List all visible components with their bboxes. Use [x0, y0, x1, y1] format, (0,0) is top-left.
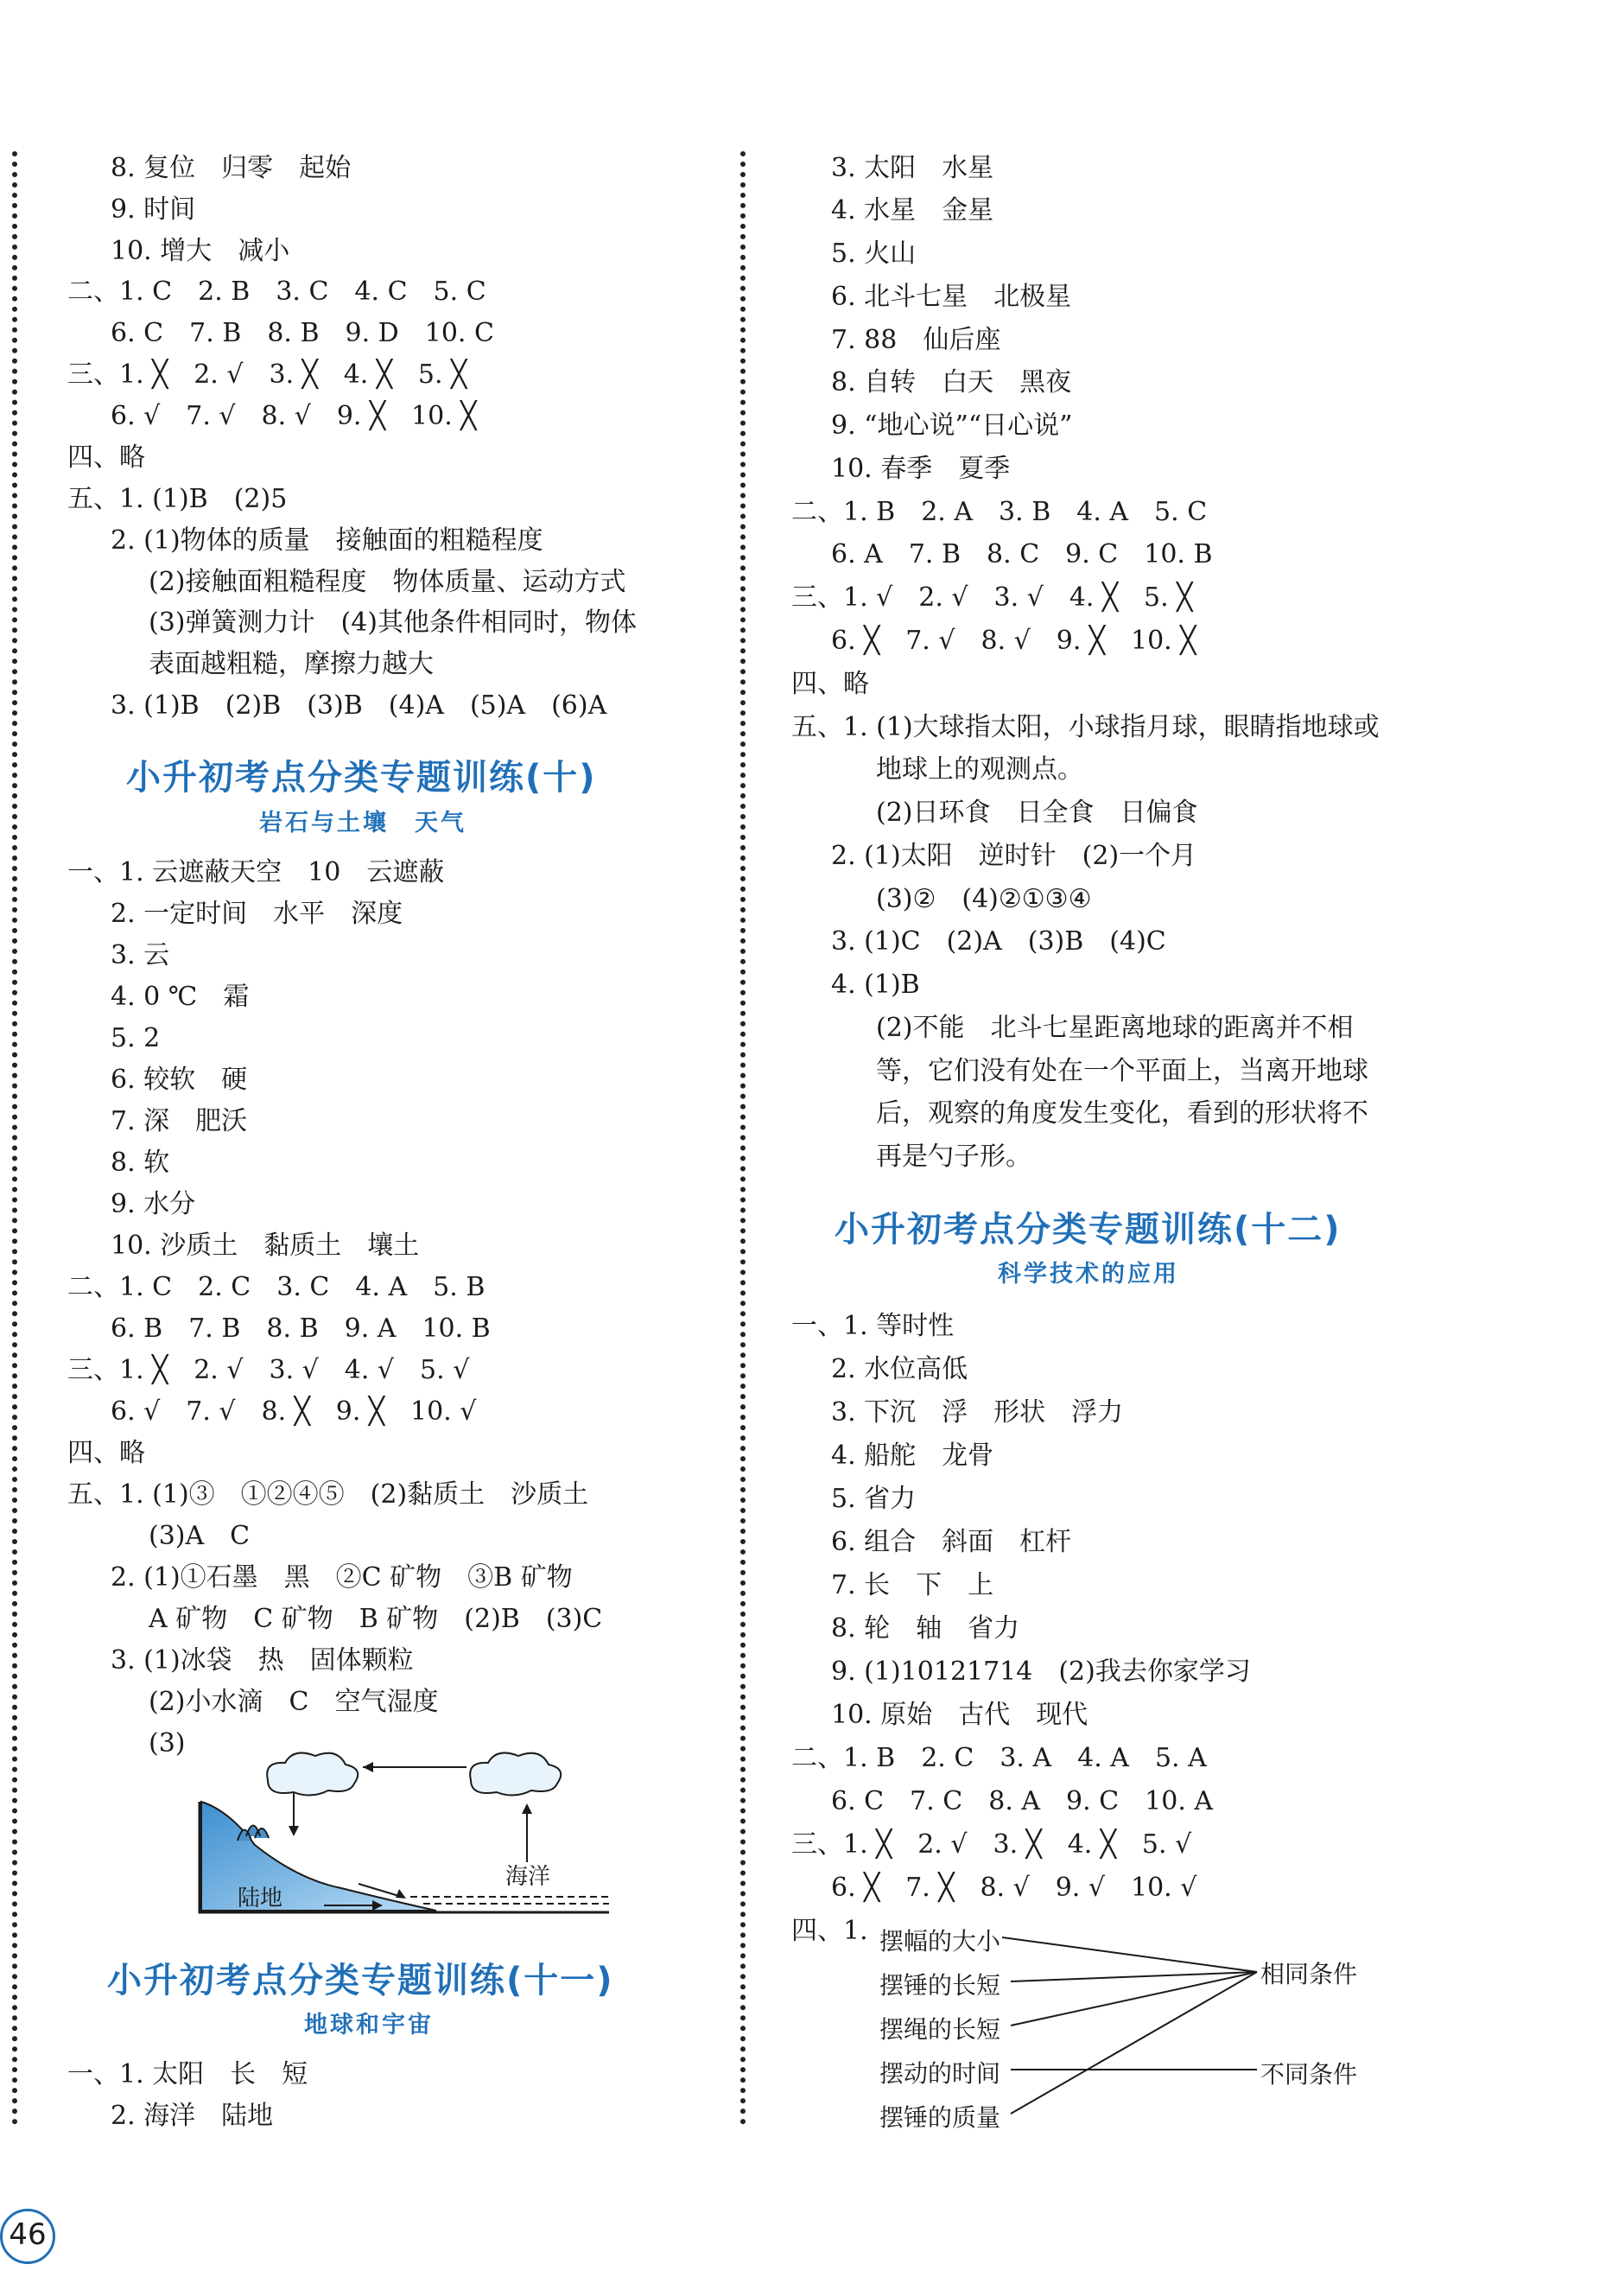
answer-line: 四、略 — [67, 442, 145, 473]
answer-line: 2. 海洋 陆地 — [111, 2101, 274, 2131]
answer-line: 三、1. ╳ 2. √ 3. ╳ 4. ╳ 5. √ — [791, 1829, 1192, 1860]
answer-line: 6. √ 7. √ 8. ╳ 9. ╳ 10. √ — [111, 1396, 477, 1427]
answer-line: 9. (1)10121714 (2)我去你家学习 — [831, 1657, 1251, 1687]
answer-line: 10. 沙质土 黏质土 壤土 — [111, 1231, 420, 1261]
diagram-sea-label: 海洋 — [505, 1864, 551, 1890]
answer-line: 后，观察的角度发生变化，看到的形状将不 — [876, 1098, 1368, 1129]
section-subtitle: 岩石与土壤 天气 — [259, 810, 466, 836]
answer-line: 4. 水星 金星 — [831, 195, 994, 226]
answer-line: 二、1. B 2. C 3. A 4. A 5. A — [791, 1743, 1207, 1773]
answer-line: 一、1. 太阳 长 短 — [67, 2059, 308, 2089]
answer-line: 2. 一定时间 水平 深度 — [111, 899, 403, 929]
section-subtitle: 地球和宇宙 — [304, 2012, 434, 2038]
answer-line: 3. (1)冰袋 热 固体颗粒 — [111, 1645, 414, 1676]
answer-line: 2. (1)太阳 逆时针 (2)一个月 — [831, 841, 1197, 871]
answer-line: 2. (1)①石墨 黑 ②C 矿物 ③B 矿物 — [111, 1562, 573, 1593]
answer-line: 10. 春季 夏季 — [831, 454, 1011, 484]
answer-line: A 矿物 C 矿物 B 矿物 (2)B (3)C — [149, 1604, 603, 1634]
answer-line: 3. (1)C (2)A (3)B (4)C — [831, 926, 1166, 957]
center-dotted-divider — [740, 151, 746, 2126]
answer-line: 6. ╳ 7. ╳ 8. √ 9. √ 10. √ — [831, 1873, 1197, 1903]
answer-line: 8. 软 — [111, 1148, 170, 1178]
answer-line: (2)小水滴 C 空气湿度 — [149, 1687, 439, 1717]
answer-line: 8. 自转 白天 黑夜 — [831, 367, 1072, 398]
answer-line: 3. 太阳 水星 — [831, 153, 994, 183]
same-condition-label: 相同条件 — [1260, 1960, 1358, 1988]
answer-line: 3. 云 — [111, 940, 170, 970]
answer-line: 6. ╳ 7. √ 8. √ 9. ╳ 10. ╳ — [831, 626, 1196, 656]
pendulum-item: 摆幅的大小 — [879, 1927, 1001, 1956]
answer-line: 7. 88 仙后座 — [831, 325, 1001, 355]
diagram-land-label: 陆地 — [238, 1886, 283, 1911]
answer-line: 三、1. √ 2. √ 3. √ 4. ╳ 5. ╳ — [791, 582, 1193, 613]
answer-line: 5. 省力 — [831, 1484, 917, 1514]
answer-line: 四、略 — [791, 669, 869, 699]
answer-line: 6. 北斗七星 北极星 — [831, 282, 1072, 312]
answer-line: 一、1. 等时性 — [791, 1311, 955, 1341]
answer-line: 10. 增大 减小 — [111, 236, 290, 266]
pendulum-item: 摆绳的长短 — [879, 2015, 1001, 2044]
answer-line: 6. C 7. B 8. B 9. D 10. C — [111, 318, 494, 348]
answer-line: 三、1. ╳ 2. √ 3. √ 4. √ 5. √ — [67, 1355, 470, 1385]
answer-line: 再是勺子形。 — [876, 1142, 1031, 1172]
answer-line: 9. 水分 — [111, 1189, 196, 1219]
answer-line: (3)弹簧测力计 (4)其他条件相同时，物体 — [149, 607, 637, 638]
answer-line: 五、1. (1)B (2)5 — [67, 484, 288, 514]
answer-line: 9. 时间 — [111, 194, 196, 225]
answer-line: (2)不能 北斗七星距离地球的距离并不相 — [876, 1013, 1354, 1043]
answer-line: (2)日环食 日全食 日偏食 — [876, 798, 1198, 828]
answer-line: 五、1. (1)大球指太阳，小球指月球，眼睛指地球或 — [791, 712, 1380, 742]
answer-line: 5. 火山 — [831, 239, 917, 269]
answer-line: 6. B 7. B 8. B 9. A 10. B — [111, 1313, 491, 1344]
answer-line: 地球上的观测点。 — [876, 754, 1083, 785]
answer-line: 7. 长 下 上 — [831, 1570, 994, 1600]
answer-line: 6. C 7. C 8. A 9. C 10. A — [831, 1786, 1214, 1816]
answer-line: 3. (1)B (2)B (3)B (4)A (5)A (6)A — [111, 690, 607, 721]
answer-line: 7. 深 肥沃 — [111, 1106, 248, 1136]
answer-line: 一、1. 云遮蔽天空 10 云遮蔽 — [67, 857, 445, 887]
matching-lines — [1002, 1918, 1261, 2143]
answer-line: 10. 原始 古代 现代 — [831, 1700, 1088, 1730]
answer-line: 4. 0 ℃ 霜 — [111, 982, 250, 1012]
answer-line: 3. 下沉 浮 形状 浮力 — [831, 1397, 1124, 1428]
answer-line: 9. “地心说”“日心说” — [831, 410, 1073, 441]
answer-line: 2. 水位高低 — [831, 1354, 968, 1384]
answer-line: (3)② (4)②①③④ — [876, 884, 1092, 914]
answer-line: 8. 轮 轴 省力 — [831, 1613, 1020, 1644]
answer-line: 6. √ 7. √ 8. √ 9. ╳ 10. ╳ — [111, 401, 477, 431]
answer-line: 6. 较软 硬 — [111, 1065, 248, 1095]
page-number: 46 — [9, 2217, 47, 2252]
water-cycle-diagram — [194, 1741, 626, 1923]
answer-line: 6. A 7. B 8. C 9. C 10. B — [831, 539, 1213, 569]
different-condition-label: 不同条件 — [1260, 2060, 1358, 2089]
answer-line: 五、1. (1)③ ①②④⑤ (2)黏质土 沙质土 — [67, 1479, 589, 1510]
answer-line: (3)A C — [149, 1521, 251, 1551]
section-subtitle: 科学技术的应用 — [998, 1261, 1179, 1288]
answer-line: 二、1. B 2. A 3. B 4. A 5. C — [791, 497, 1208, 527]
answer-line: 四、略 — [67, 1438, 145, 1468]
answer-line: (2)接触面粗糙程度 物体质量、运动方式 — [149, 567, 626, 597]
q4-prefix: 四、1. — [791, 1916, 868, 1946]
answer-line: 4. 船舵 龙骨 — [831, 1441, 994, 1471]
answer-line: (3) — [149, 1728, 186, 1759]
section-title: 小升初考点分类专题训练(十二) — [835, 1210, 1342, 1250]
answer-line: 等，它们没有处在一个平面上，当离开地球 — [876, 1056, 1368, 1086]
answer-line: 二、1. C 2. C 3. C 4. A 5. B — [67, 1272, 486, 1302]
answer-line: 2. (1)物体的质量 接触面的粗糙程度 — [111, 525, 543, 556]
left-dotted-binding — [12, 151, 17, 2126]
answer-line: 二、1. C 2. B 3. C 4. C 5. C — [67, 277, 486, 307]
answer-line: 6. 组合 斜面 杠杆 — [831, 1527, 1072, 1557]
section-title: 小升初考点分类专题训练(十) — [126, 758, 597, 798]
answer-line: 5. 2 — [111, 1023, 161, 1053]
pendulum-item: 摆动的时间 — [879, 2059, 1001, 2088]
pendulum-item: 摆锤的质量 — [879, 2103, 1001, 2132]
answer-line: 表面越粗糙，摩擦力越大 — [149, 649, 434, 679]
answer-line: 三、1. ╳ 2. √ 3. ╳ 4. ╳ 5. ╳ — [67, 359, 467, 390]
pendulum-item: 摆锤的长短 — [879, 1971, 1001, 2000]
section-title: 小升初考点分类专题训练(十一) — [107, 1961, 614, 2000]
answer-line: 4. (1)B — [831, 970, 920, 1000]
answer-line: 8. 复位 归零 起始 — [111, 153, 352, 183]
